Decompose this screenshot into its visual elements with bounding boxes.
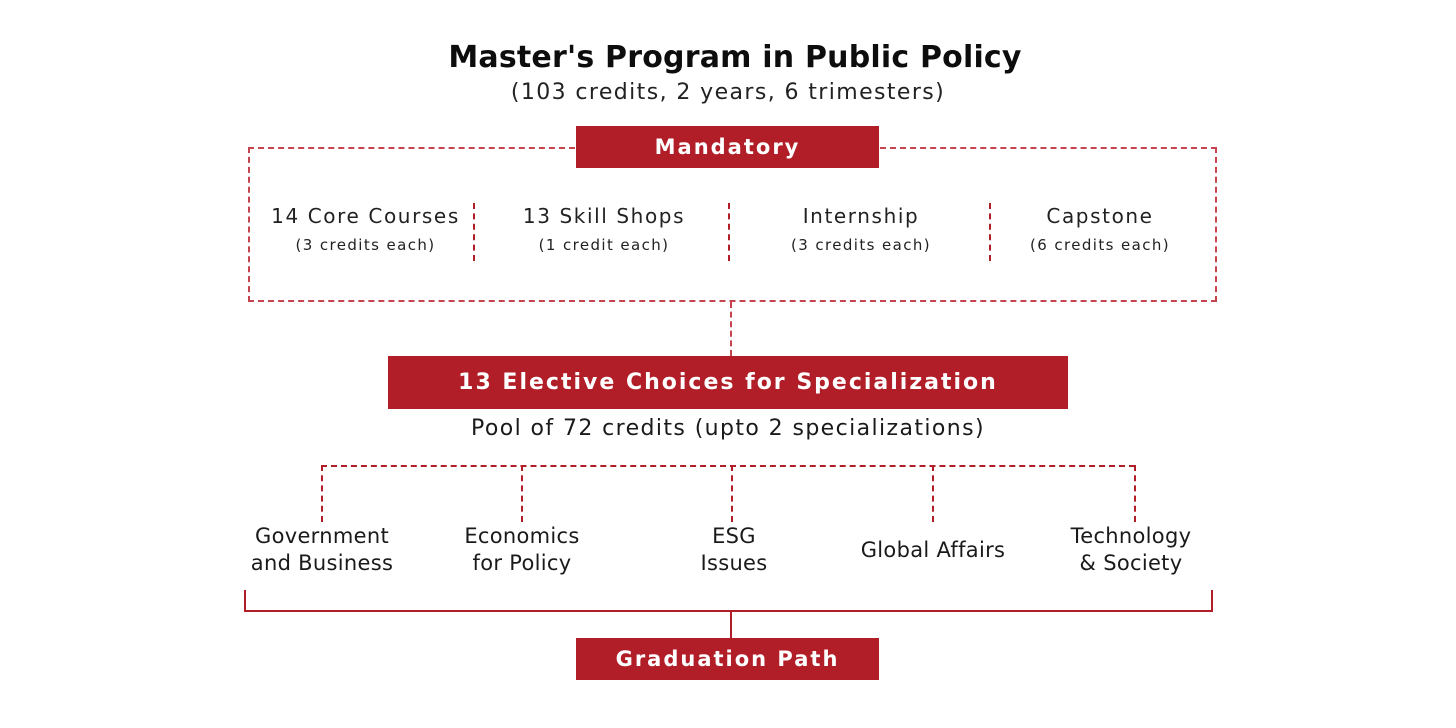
branch-drop <box>521 465 523 522</box>
specialization-line: and Business <box>250 551 394 575</box>
column-divider <box>473 203 475 261</box>
mandatory-item-name: Internship <box>802 204 920 228</box>
specialization-line: ESG <box>712 524 756 548</box>
bracket-right-arm <box>1211 590 1213 612</box>
specialization-line: Technology <box>1070 524 1192 548</box>
diagram-subtitle: (103 credits, 2 years, 6 trimesters) <box>510 80 946 105</box>
specialization-line: Global Affairs <box>860 538 1006 562</box>
column-divider <box>989 203 991 261</box>
mandatory-item-credits: (1 credit each) <box>538 236 670 254</box>
specialization-global-affairs <box>823 537 1043 564</box>
credit-pool-text: Pool of 72 credits (upto 2 specializations) <box>471 416 985 441</box>
mandatory-item-capstone <box>992 204 1208 254</box>
specialization-esg-issues <box>634 523 834 577</box>
specialization-line: & Society <box>1079 551 1183 575</box>
specialization-line: Government <box>255 524 389 548</box>
mandatory-item-credits: (3 credits each) <box>295 236 436 254</box>
electives-header: 13 Elective Choices for Specialization <box>388 356 1068 409</box>
mandatory-item-name: 14 Core Courses <box>271 204 460 228</box>
specialization-technology-society <box>1031 523 1231 577</box>
bracket-stem <box>730 610 732 638</box>
mandatory-item-name: Capstone <box>1046 204 1154 228</box>
specialization-line: Issues <box>700 551 768 575</box>
column-divider <box>728 203 730 261</box>
branch-drop <box>731 465 733 522</box>
specialization-branch-line <box>321 465 1135 467</box>
specialization-government-business <box>222 523 422 577</box>
bracket-left-arm <box>244 590 246 612</box>
mandatory-item-skill-shops <box>480 204 728 254</box>
connector-line <box>730 302 732 356</box>
specialization-line: for Policy <box>472 551 572 575</box>
mandatory-item-core-courses <box>258 204 473 254</box>
mandatory-item-credits: (6 credits each) <box>1029 236 1171 254</box>
mandatory-item-name: 13 Skill Shops <box>522 204 686 228</box>
specialization-line: Economics <box>464 524 580 548</box>
mandatory-item-internship <box>733 204 989 254</box>
branch-drop <box>932 465 934 522</box>
specialization-economics-policy <box>422 523 622 577</box>
graduation-path-box: Graduation Path <box>576 638 879 680</box>
mandatory-header: Mandatory <box>576 126 879 168</box>
mandatory-item-credits: (3 credits each) <box>790 236 932 254</box>
diagram-title: Master's Program in Public Policy <box>448 40 1022 75</box>
branch-drop <box>1134 465 1136 522</box>
branch-drop <box>321 465 323 522</box>
bracket-base <box>244 610 1213 612</box>
